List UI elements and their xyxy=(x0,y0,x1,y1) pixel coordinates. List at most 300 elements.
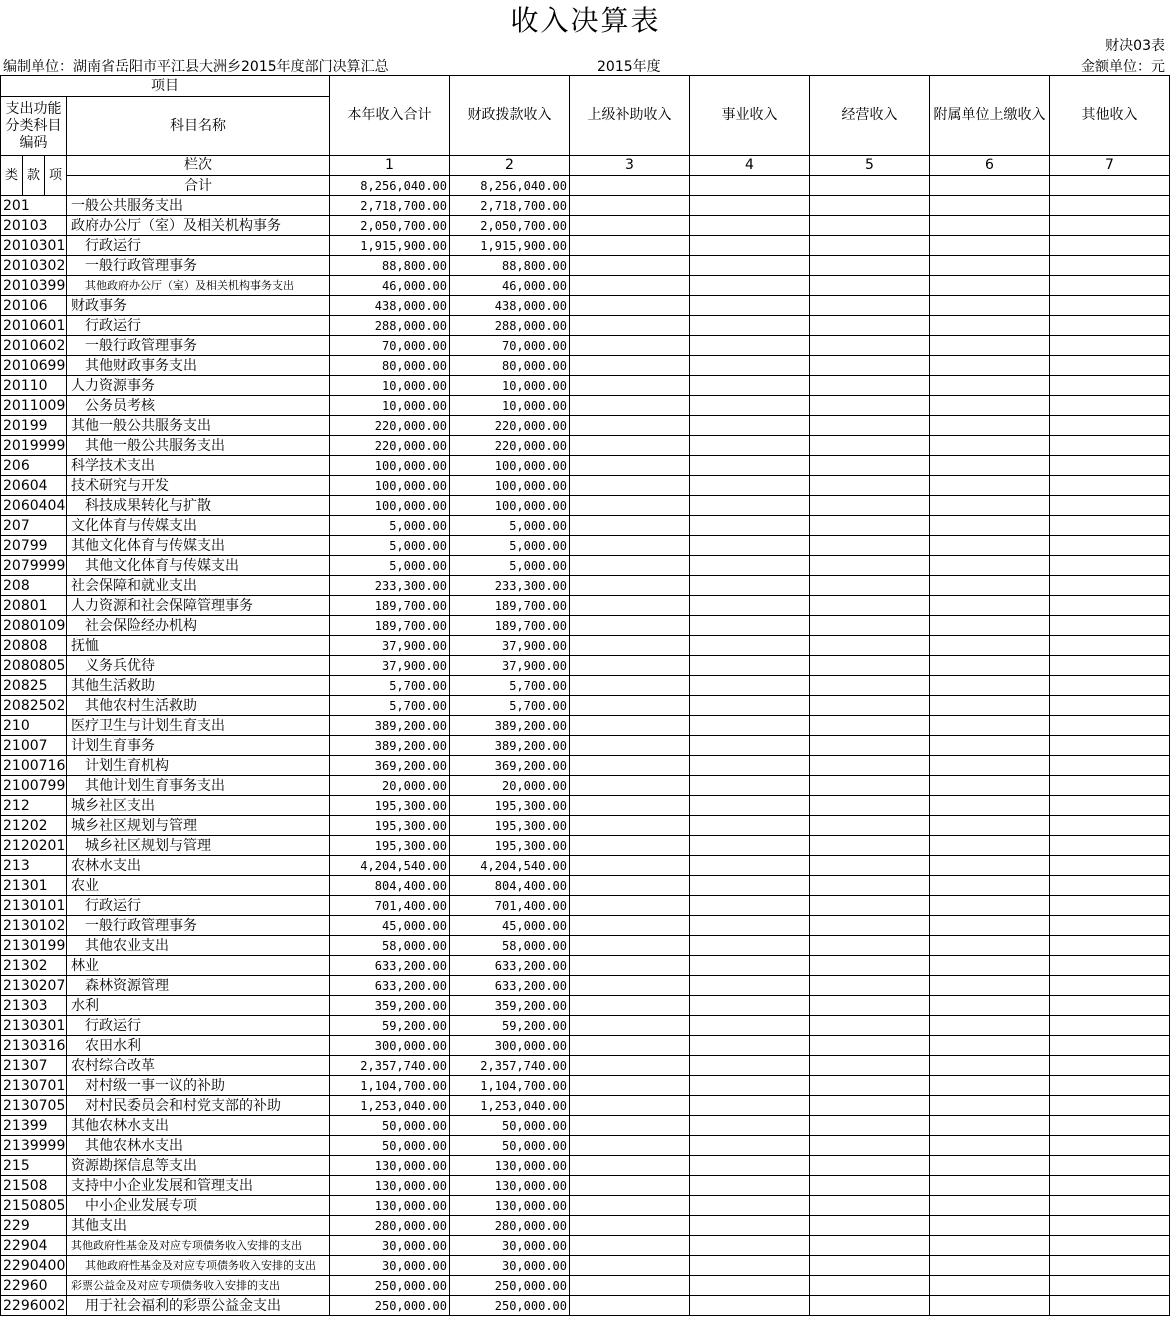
header-col-number: 7 xyxy=(1050,156,1170,176)
empty-cell xyxy=(930,1276,1050,1296)
subject-name: 对村民委员会和村党支部的补助 xyxy=(67,1096,330,1116)
income-total: 195,300.00 xyxy=(330,816,450,836)
subject-name: 一般公共服务支出 xyxy=(67,196,330,216)
subject-name: 其他一般公共服务支出 xyxy=(67,436,330,456)
empty-cell xyxy=(930,816,1050,836)
empty-cell xyxy=(1050,576,1170,596)
table-row xyxy=(1,476,1170,496)
income-total: 300,000.00 xyxy=(330,1036,450,1056)
subject-name: 社会保险经办机构 xyxy=(67,616,330,636)
empty-cell xyxy=(1050,236,1170,256)
subject-code: 2130199 xyxy=(1,936,67,956)
empty-cell xyxy=(810,416,930,436)
empty-cell xyxy=(930,496,1050,516)
empty-cell xyxy=(570,696,690,716)
empty-cell xyxy=(930,1036,1050,1056)
total-row xyxy=(1,176,1170,196)
income-total: 30,000.00 xyxy=(330,1236,450,1256)
empty-cell xyxy=(570,376,690,396)
table-row xyxy=(1,876,1170,896)
empty-cell xyxy=(930,1296,1050,1316)
income-total: 189,700.00 xyxy=(330,616,450,636)
empty-cell xyxy=(930,256,1050,276)
income-total: 288,000.00 xyxy=(330,316,450,336)
header-lei: 类 xyxy=(1,156,23,196)
subject-code: 2130301 xyxy=(1,1016,67,1036)
table-row xyxy=(1,196,1170,216)
fiscal-income: 5,000.00 xyxy=(450,516,570,536)
subject-code: 22960 xyxy=(1,1276,67,1296)
table-row xyxy=(1,996,1170,1016)
empty-cell xyxy=(1050,1116,1170,1136)
empty-cell xyxy=(810,216,930,236)
empty-cell xyxy=(930,1056,1050,1076)
empty-cell xyxy=(690,236,810,256)
subject-name: 农林水支出 xyxy=(67,856,330,876)
empty-cell xyxy=(930,1076,1050,1096)
fiscal-income: 195,300.00 xyxy=(450,816,570,836)
table-row xyxy=(1,1096,1170,1116)
subject-code: 21307 xyxy=(1,1056,67,1076)
subject-name: 其他文化体育与传媒支出 xyxy=(67,556,330,576)
table-row xyxy=(1,1196,1170,1216)
empty-cell xyxy=(930,676,1050,696)
subject-name: 农村综合改革 xyxy=(67,1056,330,1076)
income-total: 37,900.00 xyxy=(330,656,450,676)
empty-cell xyxy=(690,516,810,536)
header-col-business: 事业收入 xyxy=(690,76,810,156)
income-total: 37,900.00 xyxy=(330,636,450,656)
header-col-number: 6 xyxy=(930,156,1050,176)
subject-code: 2010399 xyxy=(1,276,67,296)
total-label: 合计 xyxy=(67,176,330,196)
subject-code: 213 xyxy=(1,856,67,876)
subject-code: 21508 xyxy=(1,1176,67,1196)
subject-code: 2130207 xyxy=(1,976,67,996)
empty-cell xyxy=(810,436,930,456)
subject-code: 2010601 xyxy=(1,316,67,336)
income-total: 1,253,040.00 xyxy=(330,1096,450,1116)
empty-cell xyxy=(570,356,690,376)
income-total: 2,357,740.00 xyxy=(330,1056,450,1076)
subject-name: 农田水利 xyxy=(67,1036,330,1056)
empty-cell xyxy=(1050,336,1170,356)
subject-code: 2120201 xyxy=(1,836,67,856)
income-total: 1,915,900.00 xyxy=(330,236,450,256)
empty-cell xyxy=(690,336,810,356)
empty-cell xyxy=(1050,1276,1170,1296)
empty-cell xyxy=(570,1236,690,1256)
header-col-number: 3 xyxy=(570,156,690,176)
empty-cell xyxy=(690,176,810,196)
empty-cell xyxy=(930,396,1050,416)
empty-cell xyxy=(810,1076,930,1096)
subject-name: 行政运行 xyxy=(67,236,330,256)
subject-code: 207 xyxy=(1,516,67,536)
subject-name: 其他政府办公厅（室）及相关机构事务支出 xyxy=(67,276,330,296)
empty-cell xyxy=(810,496,930,516)
table-row xyxy=(1,936,1170,956)
empty-cell xyxy=(570,236,690,256)
subject-name: 农业 xyxy=(67,876,330,896)
subject-code: 21399 xyxy=(1,1116,67,1136)
empty-cell xyxy=(930,996,1050,1016)
income-total: 250,000.00 xyxy=(330,1276,450,1296)
empty-cell xyxy=(810,756,930,776)
empty-cell xyxy=(1050,996,1170,1016)
subject-code: 2010699 xyxy=(1,356,67,376)
empty-cell xyxy=(930,476,1050,496)
income-total: 5,000.00 xyxy=(330,536,450,556)
income-total: 10,000.00 xyxy=(330,396,450,416)
empty-cell xyxy=(570,516,690,536)
empty-cell xyxy=(570,596,690,616)
empty-cell xyxy=(570,296,690,316)
table-row xyxy=(1,596,1170,616)
table-row xyxy=(1,356,1170,376)
empty-cell xyxy=(930,956,1050,976)
empty-cell xyxy=(570,456,690,476)
empty-cell xyxy=(930,876,1050,896)
empty-cell xyxy=(570,856,690,876)
empty-cell xyxy=(1050,1256,1170,1276)
subject-name: 水利 xyxy=(67,996,330,1016)
empty-cell xyxy=(690,816,810,836)
table-row xyxy=(1,1036,1170,1056)
empty-cell xyxy=(930,536,1050,556)
empty-cell xyxy=(810,676,930,696)
empty-cell xyxy=(570,176,690,196)
empty-cell xyxy=(570,1176,690,1196)
empty-cell xyxy=(690,476,810,496)
empty-cell xyxy=(810,816,930,836)
subject-code: 20808 xyxy=(1,636,67,656)
empty-cell xyxy=(570,676,690,696)
empty-cell xyxy=(810,1176,930,1196)
income-total: 130,000.00 xyxy=(330,1176,450,1196)
subject-name: 计划生育机构 xyxy=(67,756,330,776)
empty-cell xyxy=(1050,196,1170,216)
empty-cell xyxy=(810,276,930,296)
empty-cell xyxy=(930,436,1050,456)
empty-cell xyxy=(570,776,690,796)
empty-cell xyxy=(930,356,1050,376)
table-row xyxy=(1,416,1170,436)
empty-cell xyxy=(930,716,1050,736)
table-row xyxy=(1,336,1170,356)
empty-cell xyxy=(1050,796,1170,816)
income-total: 2,718,700.00 xyxy=(330,196,450,216)
empty-cell xyxy=(690,636,810,656)
subject-code: 20604 xyxy=(1,476,67,496)
table-row xyxy=(1,676,1170,696)
subject-name: 其他计划生育事务支出 xyxy=(67,776,330,796)
income-total: 233,300.00 xyxy=(330,576,450,596)
income-table xyxy=(0,75,1170,1316)
subject-code: 20825 xyxy=(1,676,67,696)
empty-cell xyxy=(810,636,930,656)
subject-code: 2010602 xyxy=(1,336,67,356)
income-total: 220,000.00 xyxy=(330,436,450,456)
income-total: 58,000.00 xyxy=(330,936,450,956)
table-row xyxy=(1,1136,1170,1156)
subject-code: 201 xyxy=(1,196,67,216)
subject-name: 其他文化体育与传媒支出 xyxy=(67,536,330,556)
fiscal-income: 100,000.00 xyxy=(450,476,570,496)
income-total: 220,000.00 xyxy=(330,416,450,436)
subject-code: 2139999 xyxy=(1,1136,67,1156)
income-total: 389,200.00 xyxy=(330,736,450,756)
empty-cell xyxy=(810,956,930,976)
subject-code: 21301 xyxy=(1,876,67,896)
fiscal-income: 30,000.00 xyxy=(450,1256,570,1276)
empty-cell xyxy=(690,836,810,856)
empty-cell xyxy=(1050,1076,1170,1096)
empty-cell xyxy=(570,836,690,856)
empty-cell xyxy=(810,976,930,996)
subject-code: 20106 xyxy=(1,296,67,316)
empty-cell xyxy=(810,1056,930,1076)
fiscal-income: 804,400.00 xyxy=(450,876,570,896)
empty-cell xyxy=(810,1036,930,1056)
fiscal-income: 5,000.00 xyxy=(450,556,570,576)
empty-cell xyxy=(1050,296,1170,316)
empty-cell xyxy=(690,596,810,616)
table-row xyxy=(1,296,1170,316)
subject-name: 科技成果转化与扩散 xyxy=(67,496,330,516)
fiscal-income: 288,000.00 xyxy=(450,316,570,336)
empty-cell xyxy=(690,716,810,736)
fiscal-income: 130,000.00 xyxy=(450,1156,570,1176)
empty-cell xyxy=(810,696,930,716)
empty-cell xyxy=(810,1296,930,1316)
fiscal-income: 438,000.00 xyxy=(450,296,570,316)
income-total: 633,200.00 xyxy=(330,976,450,996)
empty-cell xyxy=(930,1236,1050,1256)
table-row xyxy=(1,496,1170,516)
table-row xyxy=(1,1216,1170,1236)
empty-cell xyxy=(930,836,1050,856)
income-total: 10,000.00 xyxy=(330,376,450,396)
income-total: 2,050,700.00 xyxy=(330,216,450,236)
empty-cell xyxy=(690,616,810,636)
subject-name: 林业 xyxy=(67,956,330,976)
empty-cell xyxy=(810,256,930,276)
subject-code: 21302 xyxy=(1,956,67,976)
fiscal-income: 389,200.00 xyxy=(450,736,570,756)
income-total: 5,000.00 xyxy=(330,556,450,576)
header-col-fiscal: 财政拨款收入 xyxy=(450,76,570,156)
fiscal-income: 130,000.00 xyxy=(450,1196,570,1216)
empty-cell xyxy=(930,936,1050,956)
subject-name: 财政事务 xyxy=(67,296,330,316)
income-total: 45,000.00 xyxy=(330,916,450,936)
table-row xyxy=(1,656,1170,676)
empty-cell xyxy=(930,856,1050,876)
empty-cell xyxy=(810,1236,930,1256)
empty-cell xyxy=(570,476,690,496)
empty-cell xyxy=(810,1136,930,1156)
subject-code: 20199 xyxy=(1,416,67,436)
empty-cell xyxy=(930,196,1050,216)
empty-cell xyxy=(690,196,810,216)
header-col-number: 1 xyxy=(330,156,450,176)
empty-cell xyxy=(570,656,690,676)
fiscal-income: 2,718,700.00 xyxy=(450,196,570,216)
empty-cell xyxy=(1050,256,1170,276)
empty-cell xyxy=(1050,516,1170,536)
income-total: 250,000.00 xyxy=(330,1296,450,1316)
subject-name: 社会保障和就业支出 xyxy=(67,576,330,596)
empty-cell xyxy=(570,256,690,276)
empty-cell xyxy=(570,1076,690,1096)
table-row xyxy=(1,836,1170,856)
empty-cell xyxy=(810,196,930,216)
table-row xyxy=(1,316,1170,336)
income-total: 359,200.00 xyxy=(330,996,450,1016)
empty-cell xyxy=(810,996,930,1016)
table-row xyxy=(1,516,1170,536)
empty-cell xyxy=(810,1276,930,1296)
empty-cell xyxy=(570,576,690,596)
empty-cell xyxy=(690,1276,810,1296)
subject-name: 抚恤 xyxy=(67,636,330,656)
empty-cell xyxy=(690,536,810,556)
subject-name: 技术研究与开发 xyxy=(67,476,330,496)
empty-cell xyxy=(570,756,690,776)
empty-cell xyxy=(1050,176,1170,196)
table-row xyxy=(1,1056,1170,1076)
empty-cell xyxy=(1050,716,1170,736)
empty-cell xyxy=(570,536,690,556)
table-row xyxy=(1,396,1170,416)
empty-cell xyxy=(570,736,690,756)
table-row xyxy=(1,1236,1170,1256)
empty-cell xyxy=(570,936,690,956)
report-title: 收入决算表 xyxy=(510,4,661,37)
empty-cell xyxy=(1050,396,1170,416)
empty-cell xyxy=(690,416,810,436)
empty-cell xyxy=(810,656,930,676)
empty-cell xyxy=(1050,1296,1170,1316)
table-row xyxy=(1,1176,1170,1196)
subject-name: 其他农林水支出 xyxy=(67,1136,330,1156)
empty-cell xyxy=(1050,1236,1170,1256)
empty-cell xyxy=(1050,636,1170,656)
empty-cell xyxy=(1050,556,1170,576)
fiscal-income: 5,700.00 xyxy=(450,696,570,716)
subject-code: 206 xyxy=(1,456,67,476)
subject-name: 一般行政管理事务 xyxy=(67,916,330,936)
income-total: 130,000.00 xyxy=(330,1196,450,1216)
empty-cell xyxy=(690,1016,810,1036)
subject-name: 城乡社区规划与管理 xyxy=(67,836,330,856)
fiscal-income: 633,200.00 xyxy=(450,976,570,996)
empty-cell xyxy=(810,296,930,316)
empty-cell xyxy=(930,216,1050,236)
table-row xyxy=(1,816,1170,836)
empty-cell xyxy=(570,636,690,656)
empty-cell xyxy=(570,1276,690,1296)
empty-cell xyxy=(1050,1216,1170,1236)
fiscal-income: 50,000.00 xyxy=(450,1136,570,1156)
empty-cell xyxy=(930,516,1050,536)
empty-cell xyxy=(1050,496,1170,516)
empty-cell xyxy=(810,876,930,896)
subject-code: 2290400 xyxy=(1,1256,67,1276)
empty-cell xyxy=(810,1116,930,1136)
fiscal-income: 70,000.00 xyxy=(450,336,570,356)
table-row xyxy=(1,1156,1170,1176)
empty-cell xyxy=(1050,476,1170,496)
empty-cell xyxy=(690,756,810,776)
income-total: 130,000.00 xyxy=(330,1156,450,1176)
header-col-number: 4 xyxy=(690,156,810,176)
subject-name: 计划生育事务 xyxy=(67,736,330,756)
empty-cell xyxy=(690,436,810,456)
empty-cell xyxy=(810,1216,930,1236)
empty-cell xyxy=(810,236,930,256)
income-total: 701,400.00 xyxy=(330,896,450,916)
empty-cell xyxy=(690,936,810,956)
fiscal-income: 1,915,900.00 xyxy=(450,236,570,256)
subject-code: 21202 xyxy=(1,816,67,836)
empty-cell xyxy=(570,496,690,516)
fiscal-income: 220,000.00 xyxy=(450,436,570,456)
empty-cell xyxy=(1050,1136,1170,1156)
empty-cell xyxy=(570,1256,690,1276)
fiscal-income: 59,200.00 xyxy=(450,1016,570,1036)
empty-cell xyxy=(810,896,930,916)
empty-cell xyxy=(690,1256,810,1276)
header-project: 项目 xyxy=(1,76,330,97)
income-total: 1,104,700.00 xyxy=(330,1076,450,1096)
subject-name: 义务兵优待 xyxy=(67,656,330,676)
subject-name: 人力资源事务 xyxy=(67,376,330,396)
income-total: 189,700.00 xyxy=(330,596,450,616)
income-total: 195,300.00 xyxy=(330,796,450,816)
income-total: 100,000.00 xyxy=(330,456,450,476)
empty-cell xyxy=(690,296,810,316)
empty-cell xyxy=(1050,1016,1170,1036)
header-col-operating: 经营收入 xyxy=(810,76,930,156)
subject-code: 20110 xyxy=(1,376,67,396)
subject-name: 中小企业发展专项 xyxy=(67,1196,330,1216)
empty-cell xyxy=(1050,1096,1170,1116)
empty-cell xyxy=(1050,936,1170,956)
subject-name: 城乡社区规划与管理 xyxy=(67,816,330,836)
empty-cell xyxy=(1050,836,1170,856)
empty-cell xyxy=(570,276,690,296)
subject-code: 2010302 xyxy=(1,256,67,276)
subject-code: 2130102 xyxy=(1,916,67,936)
empty-cell xyxy=(810,336,930,356)
empty-cell xyxy=(810,616,930,636)
fiscal-income: 250,000.00 xyxy=(450,1296,570,1316)
empty-cell xyxy=(570,1016,690,1036)
empty-cell xyxy=(930,556,1050,576)
empty-cell xyxy=(690,776,810,796)
fiscal-income: 220,000.00 xyxy=(450,416,570,436)
report-year: 2015年度 xyxy=(597,59,661,75)
empty-cell xyxy=(930,776,1050,796)
empty-cell xyxy=(930,336,1050,356)
fiscal-income: 1,104,700.00 xyxy=(450,1076,570,1096)
subject-code: 2130101 xyxy=(1,896,67,916)
subject-code: 2100716 xyxy=(1,756,67,776)
header-xiang: 项 xyxy=(45,156,67,196)
income-total: 50,000.00 xyxy=(330,1116,450,1136)
